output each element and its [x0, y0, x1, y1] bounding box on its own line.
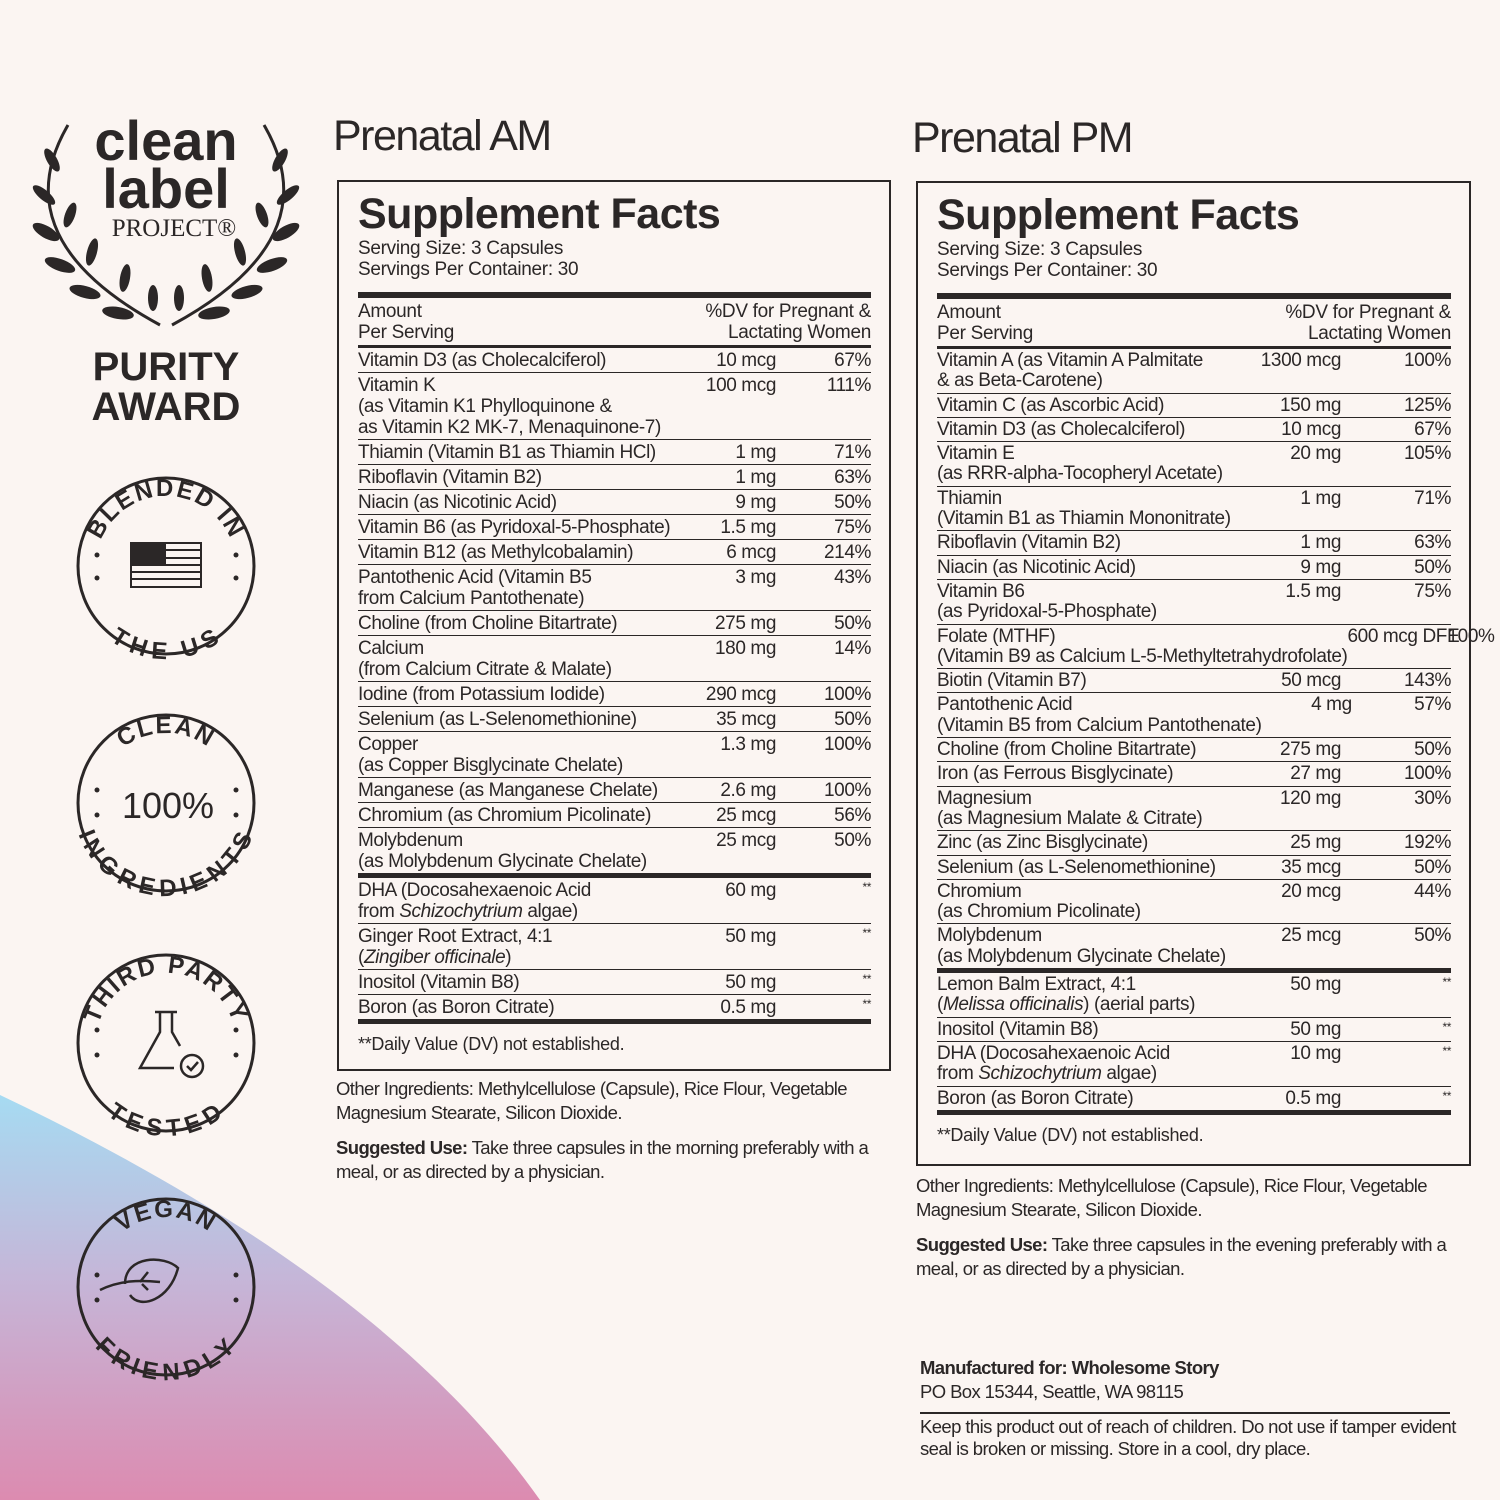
- nutrient-name-line: Iron (as Ferrous Bisglycinate): [937, 763, 1174, 785]
- nutrient-name-line: Vitamin D3 (as Cholecalciferol): [937, 418, 1186, 440]
- nutrient-name-line: (as Pyridoxal-5-Phosphate): [937, 601, 1157, 623]
- amount: 1.5 mg: [1285, 580, 1341, 602]
- daily-value: 67%: [1414, 418, 1451, 440]
- amount: 10 mcg: [716, 350, 776, 371]
- clean-label-project-logo: [92, 109, 241, 429]
- amount: 20 mg: [1290, 443, 1341, 465]
- svg-text:THE US: THE US: [106, 622, 226, 666]
- nutrient-name-line: Selenium (as L-Selenomethionine): [937, 856, 1216, 878]
- nutrient-name-line: (as Molybdenum Glycinate Chelate): [937, 945, 1226, 967]
- nutrient-name-line: Pantothenic Acid (Vitamin B5: [358, 567, 592, 588]
- table-row: [358, 707, 871, 732]
- latin-name: Melissa officinalis: [942, 994, 1084, 1016]
- nutrient-name-line: Vitamin B12 (as Methylcobalamin): [358, 542, 634, 563]
- table-row: [358, 803, 871, 828]
- amount: 4 mg: [1311, 694, 1352, 716]
- daily-value: 50%: [834, 613, 871, 634]
- nutrient-name-line: Vitamin D3 (as Cholecalciferol): [358, 350, 607, 371]
- daily-value: 67%: [834, 350, 871, 371]
- daily-value: 57%: [1414, 694, 1451, 716]
- amount: 60 mg: [725, 880, 776, 901]
- header-per-serving: Per Serving: [358, 322, 454, 343]
- table-row: [358, 490, 871, 515]
- table-row: [358, 924, 871, 970]
- table-header: [937, 299, 1451, 346]
- svg-text:label: label: [102, 157, 230, 220]
- header-dv: %DV for Pregnant &: [705, 301, 871, 322]
- nutrient-name-line: Molybdenum: [358, 830, 463, 851]
- name-segment: ): [505, 947, 512, 968]
- daily-value: 111%: [826, 375, 871, 396]
- nutrient-name-line: (Vitamin B1 as Thiamin Mononitrate): [937, 508, 1231, 530]
- latin-name: Schizochytrium: [978, 1063, 1102, 1085]
- nutrient-name-line: Vitamin B6 (as Pyridoxal-5-Phosphate): [358, 517, 671, 538]
- suggested-use-text: Take three capsules in the morning preferably with a meal, or as directed by a physician.: [336, 1137, 869, 1182]
- pm-other-ingredients: Other Ingredients: Methylcellulose (Capsule), Rice Flour, Vegetable Magnesium Stearate, Silicon Dioxide.: [916, 1175, 1427, 1220]
- table-row: [937, 418, 1451, 442]
- daily-value: 63%: [834, 467, 871, 488]
- table-row: [937, 394, 1451, 418]
- nutrient-name-line: Zinc (as Zinc Bisglycinate): [937, 832, 1148, 854]
- table-row: [358, 995, 871, 1019]
- amount: 9 mg: [735, 492, 776, 513]
- table-row: [937, 669, 1451, 693]
- nutrient-name-line: (as Molybdenum Glycinate Chelate): [358, 851, 647, 872]
- daily-value: 143%: [1404, 670, 1451, 692]
- daily-value: **: [862, 926, 871, 940]
- table-row: [937, 831, 1451, 855]
- daily-value: 100%: [824, 734, 871, 755]
- daily-value: 50%: [834, 492, 871, 513]
- amount: 600 mcg DFE: [1347, 625, 1460, 647]
- amount: 50 mg: [1290, 1018, 1341, 1040]
- table-row: [937, 693, 1451, 738]
- table-header: [358, 298, 871, 345]
- nutrient-name-line: Vitamin B6: [937, 580, 1025, 602]
- daily-value: 214%: [824, 542, 871, 563]
- amount: 150 mg: [1280, 394, 1341, 416]
- nutrient-name-line: (as Magnesium Malate & Citrate): [937, 807, 1203, 829]
- nutrient-name-line: Inositol (Vitamin B8): [358, 972, 520, 993]
- nutrient-name-line: (from Calcium Citrate & Malate): [358, 659, 612, 680]
- us-flag-icon: [131, 543, 201, 587]
- svg-text:PURITY: PURITY: [92, 345, 240, 389]
- name-segment: from: [358, 901, 400, 922]
- table-row: [937, 580, 1451, 625]
- manufacturer-label: Manufactured for: Wholesome Story: [920, 1357, 1219, 1378]
- nutrient-name-line: (as Copper Bisglycinate Chelate): [358, 755, 623, 776]
- pm-suggested-use: [916, 1233, 1476, 1281]
- nutrient-name-line: Vitamin C (as Ascorbic Acid): [937, 394, 1165, 416]
- name-segment: algae): [522, 901, 578, 922]
- servings-per-container: Servings Per Container: 30: [358, 259, 579, 280]
- third-party-tested-badge: [78, 955, 254, 1131]
- nutrient-name-line: Pantothenic Acid: [937, 694, 1073, 716]
- daily-value: 50%: [1414, 556, 1451, 578]
- amount: 25 mcg: [1281, 925, 1341, 947]
- nutrient-name-line: (Vitamin B5 from Calcium Pantothenate): [937, 714, 1262, 736]
- svg-text:BLENDED IN: BLENDED IN: [82, 474, 250, 543]
- amount: 120 mg: [1280, 787, 1341, 809]
- nutrient-name-line: Inositol (Vitamin B8): [937, 1018, 1099, 1040]
- daily-value: 30%: [1414, 787, 1451, 809]
- amount: 290 mcg: [705, 684, 776, 705]
- latin-name: Schizochytrium: [399, 901, 523, 922]
- header-dv-sub: Lactating Women: [1307, 323, 1451, 344]
- daily-value: 14%: [834, 638, 871, 659]
- nutrient-name-line: Riboflavin (Vitamin B2): [937, 532, 1121, 554]
- table-row: [358, 828, 871, 873]
- nutrient-name-line: Ginger Root Extract, 4:1: [358, 926, 553, 947]
- supplement-facts-heading: Supplement Facts: [358, 190, 721, 238]
- amount: 180 mg: [715, 638, 776, 659]
- nutrient-name-line: Molybdenum: [937, 925, 1042, 947]
- supplement-facts-heading: Supplement Facts: [937, 191, 1300, 239]
- amount: 2.6 mg: [720, 780, 776, 801]
- daily-value: 43%: [834, 567, 871, 588]
- prenatal-pm-title: Prenatal PM: [912, 114, 1133, 162]
- name-segment: from: [937, 1063, 979, 1085]
- nutrient-name-line: DHA (Docosahexaenoic Acid: [937, 1042, 1170, 1064]
- svg-text:PROJECT®: PROJECT®: [111, 215, 237, 242]
- nutrient-name-line: Iodine (from Potassium Iodide): [358, 684, 605, 705]
- daily-value: **: [862, 880, 871, 894]
- serving-size: Serving Size: 3 Capsules: [358, 238, 564, 259]
- name-segment: (: [358, 947, 364, 968]
- suggested-use-text: Take three capsules in the evening preferably with a meal, or as directed by a physician.: [916, 1234, 1447, 1279]
- table-row: [358, 440, 871, 465]
- latin-name: Zingiber officinale: [363, 947, 506, 968]
- daily-value: 50%: [1414, 739, 1451, 761]
- amount: 275 mg: [1280, 739, 1341, 761]
- table-row: [937, 625, 1495, 670]
- table-row: [937, 1087, 1451, 1110]
- suggested-use-label: Suggested Use:: [916, 1234, 1048, 1255]
- daily-value: 105%: [1404, 443, 1451, 465]
- svg-text:100%: 100%: [121, 785, 215, 826]
- nutrient-name-line: Riboflavin (Vitamin B2): [358, 467, 542, 488]
- table-row: [937, 1018, 1451, 1042]
- daily-value: 75%: [1414, 580, 1451, 602]
- nutrient-name-line: & as Beta-Carotene): [937, 370, 1103, 392]
- daily-value: 100%: [1404, 763, 1451, 785]
- table-row: [358, 611, 871, 636]
- nutrient-name-line: DHA (Docosahexaenoic Acid: [358, 880, 591, 901]
- nutrient-name-line: Calcium: [358, 638, 424, 659]
- nutrient-name-line: [937, 1064, 1241, 1084]
- svg-text:clean: clean: [94, 109, 238, 172]
- daily-value: **: [862, 997, 871, 1011]
- daily-value: **: [1442, 1043, 1451, 1058]
- amount: 1 mg: [1300, 532, 1341, 554]
- table-row: [358, 732, 871, 778]
- table-row: [937, 531, 1451, 555]
- am-supplement-facts-panel: [337, 180, 891, 1071]
- daily-value: 100%: [1447, 625, 1495, 647]
- amount: 35 mcg: [716, 709, 776, 730]
- daily-value: 44%: [1414, 880, 1451, 902]
- nutrient-name-line: (Vitamin B9 as Calcium L-5-Methyltetrahydrofolate): [937, 645, 1348, 667]
- daily-value: 75%: [834, 517, 871, 538]
- daily-value: 50%: [1414, 925, 1451, 947]
- nutrient-name-line: Thiamin (Vitamin B1 as Thiamin HCl): [358, 442, 656, 463]
- table-row: [937, 880, 1451, 925]
- daily-value: 100%: [824, 684, 871, 705]
- nutrient-name-line: Vitamin K: [358, 375, 436, 396]
- amount: 25 mg: [1290, 832, 1341, 854]
- table-row: [937, 973, 1451, 1018]
- amount: 9 mg: [1300, 556, 1341, 578]
- nutrient-name-line: Magnesium: [937, 787, 1032, 809]
- table-row: [358, 682, 871, 707]
- amount: 3 mg: [735, 567, 776, 588]
- daily-value: 100%: [1404, 350, 1451, 371]
- nutrient-name-line: Lemon Balm Extract, 4:1: [937, 974, 1136, 996]
- footnote: **Daily Value (DV) not established.: [358, 1034, 625, 1054]
- daily-value: **: [1442, 1019, 1451, 1034]
- name-segment: (: [937, 994, 943, 1016]
- nutrient-name-line: Biotin (Vitamin B7): [937, 670, 1087, 692]
- nutrient-name-line: Vitamin E: [937, 443, 1015, 465]
- header-amount: Amount: [937, 302, 1001, 323]
- table-row: [937, 738, 1451, 762]
- nutrient-name-line: from Calcium Pantothenate): [358, 588, 585, 609]
- header-dv-sub: Lactating Women: [727, 322, 871, 343]
- nutrient-name-line: Boron (as Boron Citrate): [358, 997, 555, 1018]
- table-row: [937, 442, 1451, 487]
- daily-value: 50%: [1414, 856, 1451, 878]
- table-row: [358, 373, 871, 440]
- nutrient-name-line: [358, 947, 686, 968]
- footnote: **Daily Value (DV) not established.: [937, 1124, 1204, 1145]
- svg-text:THIRD PARTY: THIRD PARTY: [78, 951, 254, 1027]
- daily-value: 56%: [834, 805, 871, 826]
- nutrient-name-line: (as RRR-alpha-Tocopheryl Acetate): [937, 463, 1223, 485]
- table-row: [358, 565, 871, 611]
- table-row: [358, 515, 871, 540]
- nutrient-name-line: Boron (as Boron Citrate): [937, 1087, 1134, 1109]
- amount: 1 mg: [1300, 487, 1341, 509]
- amount: 1 mg: [735, 442, 776, 463]
- amount: 50 mcg: [1281, 670, 1341, 692]
- amount: 50 mg: [725, 926, 776, 947]
- amount: 1 mg: [735, 467, 776, 488]
- table-row: [358, 778, 871, 803]
- amount: 275 mg: [715, 613, 776, 634]
- amount: 10 mcg: [1281, 418, 1341, 440]
- header-per-serving: Per Serving: [937, 323, 1033, 344]
- amount: 50 mg: [725, 972, 776, 993]
- daily-value: **: [862, 972, 871, 986]
- svg-text:FRIENDLY: FRIENDLY: [90, 1332, 242, 1387]
- manufacturer-address: PO Box 15344, Seattle, WA 98115: [920, 1381, 1184, 1402]
- divider: [920, 1412, 1450, 1414]
- name-segment: algae): [1101, 1063, 1157, 1085]
- nutrient-name-line: Manganese (as Manganese Chelate): [358, 780, 658, 801]
- nutrient-name-line: Choline (from Choline Bitartrate): [937, 739, 1197, 761]
- nutrient-name-line: [937, 995, 1241, 1015]
- nutrient-name-line: Folate (MTHF): [937, 625, 1056, 647]
- prenatal-am-title: Prenatal AM: [333, 112, 551, 160]
- nutrient-name-line: Choline (from Choline Bitartrate): [358, 613, 618, 634]
- amount: 100 mcg: [705, 375, 776, 396]
- table-row: [937, 487, 1451, 532]
- nutrient-name-line: Thiamin: [937, 487, 1002, 509]
- am-other-ingredients: Other Ingredients: Methylcellulose (Capsule), Rice Flour, Vegetable Magnesium Stearate, Silicon Dioxide.: [336, 1078, 847, 1123]
- nutrient-name-line: Vitamin A (as Vitamin A Palmitate: [937, 350, 1203, 371]
- nutrient-name-line: as Vitamin K2 MK-7, Menaquinone-7): [358, 417, 661, 438]
- table-row: [937, 349, 1451, 394]
- daily-value: 100%: [824, 780, 871, 801]
- table-row: [358, 636, 871, 682]
- amount: 25 mcg: [716, 805, 776, 826]
- amount: 6 mcg: [726, 542, 776, 563]
- table-row: [937, 787, 1451, 832]
- table-row: [937, 924, 1451, 968]
- amount: 0.5 mg: [720, 997, 776, 1018]
- svg-text:VEGAN: VEGAN: [110, 1195, 222, 1238]
- table-row: [937, 1042, 1451, 1087]
- table-row: [358, 465, 871, 490]
- table-row: [358, 970, 871, 995]
- daily-value: 71%: [834, 442, 871, 463]
- amount: 1300 mcg: [1260, 350, 1341, 371]
- svg-text:CLEAN: CLEAN: [112, 711, 220, 753]
- nutrient-name-line: Chromium: [937, 880, 1022, 902]
- header-amount: Amount: [358, 301, 422, 322]
- amount: 0.5 mg: [1285, 1087, 1341, 1109]
- svg-text:AWARD: AWARD: [91, 385, 241, 429]
- svg-text:TESTED: TESTED: [103, 1097, 229, 1143]
- amount: 35 mcg: [1281, 856, 1341, 878]
- am-suggested-use: [336, 1136, 896, 1184]
- daily-value: **: [1442, 1088, 1451, 1103]
- nutrient-name-line: (as Vitamin K1 Phylloquinone &: [358, 396, 612, 417]
- amount: 20 mcg: [1281, 880, 1341, 902]
- table-row: [358, 348, 871, 373]
- amount: 50 mg: [1290, 974, 1341, 996]
- serving-size: Serving Size: 3 Capsules: [937, 239, 1143, 260]
- daily-value: 50%: [834, 709, 871, 730]
- name-segment: ) (aerial parts): [1083, 994, 1196, 1016]
- warning-text: Keep this product out of reach of children. Do not use if tamper evident seal is broken or missing. Store in a cool, dry place.: [920, 1416, 1456, 1459]
- svg-text:INGREDIENTS: INGREDIENTS: [72, 826, 260, 903]
- suggested-use-label: Suggested Use:: [336, 1137, 468, 1158]
- daily-value: 63%: [1414, 532, 1451, 554]
- nutrient-name-line: Chromium (as Chromium Picolinate): [358, 805, 651, 826]
- pm-supplement-facts-panel: [916, 181, 1495, 1166]
- table-row: [937, 762, 1451, 786]
- table-row: [937, 856, 1451, 880]
- amount: 1.3 mg: [720, 734, 776, 755]
- amount: 25 mcg: [716, 830, 776, 851]
- table-row: [937, 556, 1451, 580]
- nutrient-name-line: [358, 901, 686, 922]
- daily-value: 192%: [1404, 832, 1451, 854]
- flask-check-icon: [140, 1012, 203, 1077]
- table-row: [358, 540, 871, 565]
- header-dv: %DV for Pregnant &: [1285, 302, 1451, 323]
- amount: 27 mg: [1290, 763, 1341, 785]
- daily-value: 50%: [834, 830, 871, 851]
- table-row: [358, 878, 871, 924]
- daily-value: 125%: [1404, 394, 1451, 416]
- servings-per-container: Servings Per Container: 30: [937, 260, 1158, 281]
- daily-value: **: [1442, 975, 1451, 990]
- amount: 1.5 mg: [720, 517, 776, 538]
- nutrient-name-line: Niacin (as Nicotinic Acid): [937, 556, 1136, 578]
- daily-value: 71%: [1414, 487, 1451, 509]
- amount: 10 mg: [1290, 1042, 1341, 1064]
- nutrient-name-line: Copper: [358, 734, 418, 755]
- nutrient-name-line: Selenium (as L-Selenomethionine): [358, 709, 637, 730]
- nutrient-name-line: (as Chromium Picolinate): [937, 901, 1141, 923]
- nutrient-name-line: Niacin (as Nicotinic Acid): [358, 492, 557, 513]
